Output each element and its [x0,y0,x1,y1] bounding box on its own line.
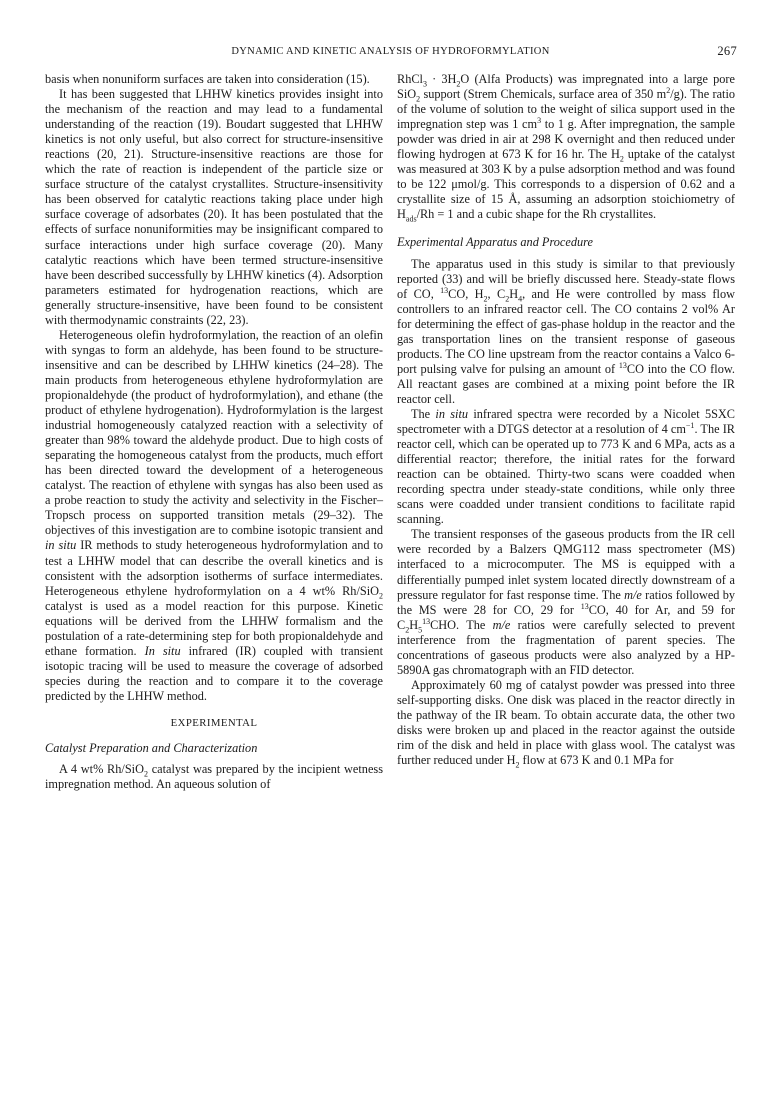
page-number: 267 [717,44,737,58]
paragraph: basis when nonuniform surfaces are taken into consideration (15). [45,72,370,86]
paragraph: The transient responses of the gaseous products from the IR cell were recorded by a Balzers QMG112 mass spectrometer (MS) interfaced to a microcomputer. The MS is equipped with a differentially pumped inlet system located directly downstream of a pressure regulator for fast response time. The m/e ratios followed by the MS were 28 for CO, 29 for $^{13}$CO, 40 for Ar, and 59 for $C_2H_5^{13}CHO$. The m/e ratios were carefully selected to prevent interference from the fragmentation of parent species. The concentrations of gaseous products were also analyzed by a HP-5890A gas chromatograph with an FID detector. [397,527,736,677]
paragraph: Approximately 60 mg of catalyst powder was pressed into three self-supporting disks. One disk was placed in the reactor directly in the pathway of the IR beam. To obtain accurate data, the other two disks were broken up and placed in the reactor against the outside rim of the disk and held in place with glass wool. The catalyst was further reduced under $H_2$ flow at 673 K and 0.1 MPa for [397,677,735,770]
right-column [397,72,735,768]
paragraph: Heterogeneous olefin hydroformylation, the reaction of an olefin with syngas to form an aldehyde, has been found to be structure-insensitive and can be described by LHHW kinetics (24–28). The main products from heterogeneous ethylene hydroformylation are propionaldehyde (the product of hydroformylation), and ethane (the product of ethylene hydrogenation). Hydroformylation is the largest industrial homogeneously catalyzed reaction with a selectivity of greater than 98% toward the aldehyde product. Due to high costs of separating the homogeneous catalyst from the products, much effort has been directed toward the development of a heterogeneous catalyst. The reaction of ethylene with syngas has also been used as a probe reaction to study the activity and selectivity in the Fischer–Tropsch process on supported transition metals (29–32). The objectives of this investigation are to combine isotopic transient and in situ IR methods to study heterogeneous hydroformylation and to test a LHHW model that can describe the overall kinetics and is consistent with the adsorption isotherms of surface intermediates. Heterogeneous ethylene hydroformylation on a 4 wt% Rh/SiO$_2$ catalyst is used as a model reaction for this purpose. Kinetic equations will be derived from the LHHW formalism and the postulation of a rate-determining step for both propionaldehyde and ethane formation. In situ infrared (IR) coupled with transient isotopic tracing will be used to measure the coverage of adsorbed species during the reaction and to compare it to the coverage predicted by the LHHW method. [45,327,383,703]
section-heading: EXPERIMENTAL [170,716,258,729]
left-column [45,72,383,792]
running-title: DYNAMIC AND KINETIC ANALYSIS OF HYDROFORMYLATION [231,46,550,57]
subsection-heading: Experimental Apparatus and Procedure [397,235,593,250]
running-header [44,44,737,62]
paragraph: The apparatus used in this study is similar to that previously reported (33) and will be briefly discussed here. Steady-state flows of CO, $^{13}$CO, $H_2$, $C_2H_4$, and He were controlled by mass flow controllers to an infrared reactor cell. The CO contains 2 vol% Ar for determining the effect of gas-phase holdup in the reactor and the gas transportation lines on the transient response of gaseous products. The CO line upstream from the reactor contains a Valco 6-port pulsing valve for pulsing an amount of $^{13}$CO into the CO flow. All reactant gases are combined at a mixing point before the IR reactor cell. [397,256,735,406]
subsection-heading: Catalyst Preparation and Characterization [45,741,258,756]
paragraph: It has been suggested that LHHW kinetics provides insight into the mechanism of the reaction and may lead to a fundamental understanding of the reaction (19). Boudart suggested that LHHW kinetics is not only useful, but also correct for structure-insensitive reactions (20, 21). Structure-insensitive reactions are those for which the rate of reaction is independent of the particle size or surface structure of the catalyst crystallites. Structure-insensitivity has been observed for catalytic reactions taking place under high surface coverage of adsorbates (20). It has been postulated that the effects of surface nonuniformities may be insignificant compared to surface interactions under high surface coverage (20). Many catalytic reactions which have been termed structure-insensitive have been described successfully by LHHW kinetics (4). Adsorption parameters estimated for hydrogenation reactions, which are generally structure-insensitive, have been found to be consistent with thermodynamic constraints (22, 23). [45,87,383,327]
paragraph: The in situ infrared spectra were recorded by a Nicolet 5SXC spectrometer with a DTGS detector at a resolution of 4 $cm^{-1}$. The IR reactor cell, which can be operated up to 773 K and 6 MPa, acts as a differential reactor; therefore, the initial rates for the forward reaction can be obtained. Thirty-two scans were coadded when recording spectra under steady-state conditions, while only three scans were coadded under transient conditions to facilitate rapid scanning. [397,406,736,527]
paragraph: RhCl$_3$ · $3H_2O$ (Alfa Products) was impregnated into a large pore SiO$_2$ support (Strem Chemicals, surface area of 350 $m^2/g$). The ratio of the volume of solution to the weight of silica support used in the impregnation step was 1 $cm^3$ to 1 g. After impregnation, the sample powder was dried in air at 298 K overnight and then reduced under flowing hydrogen at 673 K for 16 hr. The $H_2$ uptake of the catalyst was measured at 303 K by a pulse adsorption method and was found to be 122 μmol/g. This corresponds to a dispersion of 0.62 and a crystallite size of 15 Å, assuming an adsorption stoichiometry of $H_{ads}/Rh = 1$ and a cubic shape for the Rh crystallites. [397,72,736,224]
paragraph: A 4 wt% Rh/SiO$_2$ catalyst was prepared by the incipient wetness impregnation method. An aqueous solution of [45,762,383,792]
